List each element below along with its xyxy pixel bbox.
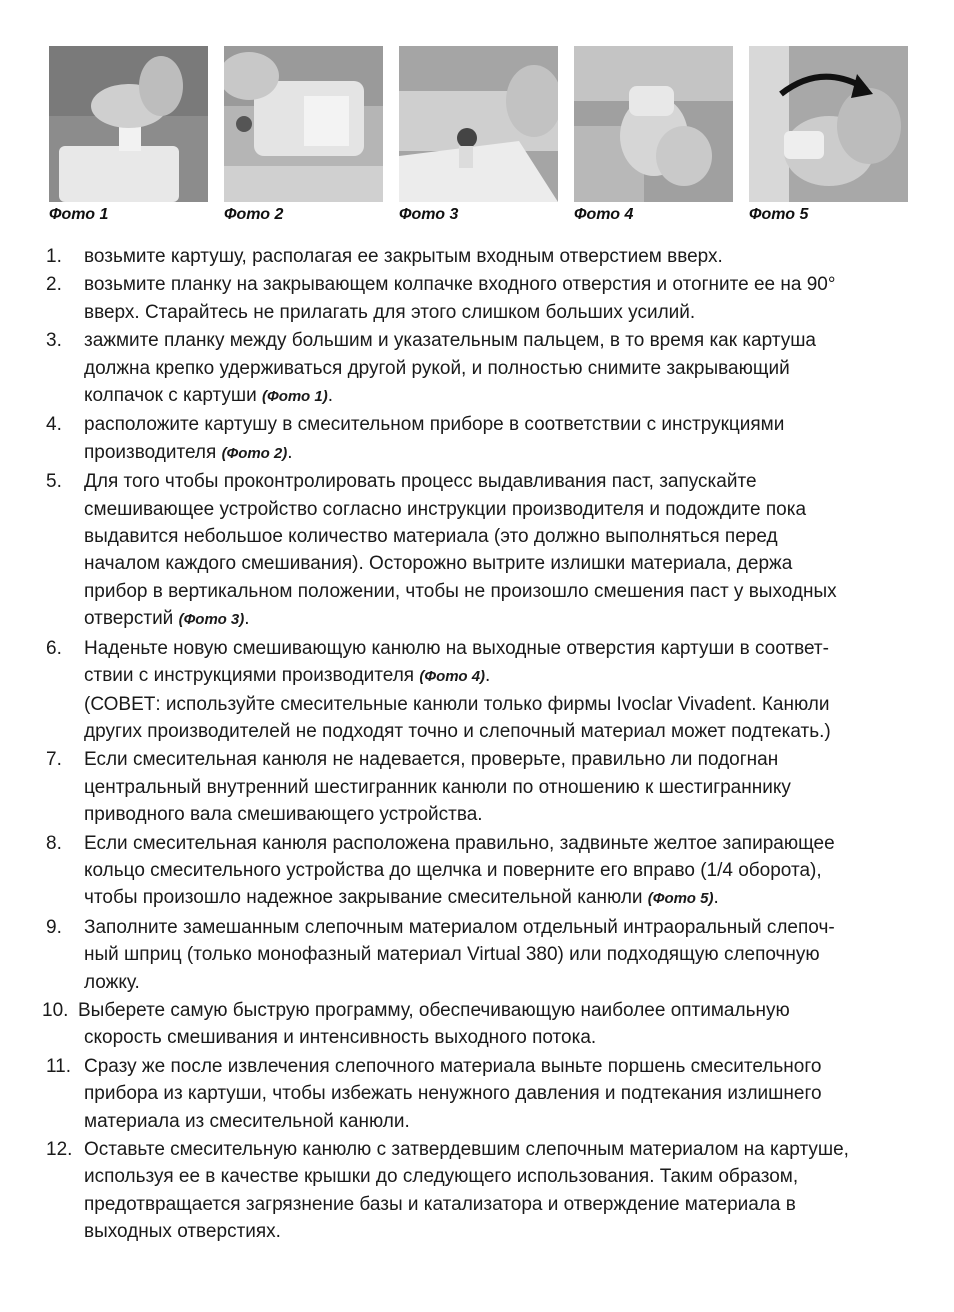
step-text: прибора из картуши, чтобы избежать ненужного давления и подтекания излишнего [84,1083,822,1105]
photo-4-image [574,46,733,202]
step-text: используя ее в качестве крышки до следующего использования. Таким образом, [84,1166,799,1188]
list-item [46,914,916,996]
list-item [46,830,916,913]
tip-text: других производителей не подходят точно и слепочный материал может подтекать.) [84,720,831,742]
step-text: центральный внутренний шестигранник канюли по отношению к шестиграннику [84,776,791,798]
photo-1-image [49,46,208,202]
photo-4-caption: Фото 4 [574,206,634,223]
photo-5 [749,46,908,224]
step-text: Сразу же после извлечения слепочного материала выньте поршень смесительного [84,1055,822,1077]
photo-strip [49,46,909,226]
step-text: зажмите планку между большим и указательным пальцем, в то время как картуша [84,330,817,352]
step-text: смешивающее устройство согласно инструкции производителя и подождите пока [84,498,807,520]
step-text: должна крепко удерживаться другой рукой, и полностью снимите закрывающий [84,357,790,379]
step-number: 9. [46,916,62,938]
step-text: ствии с инструкциями производителя [84,665,415,687]
photo-1-caption: Фото 1 [49,206,109,223]
step-text: вверх. Старайтесь не прилагать для этого слишком больших усилий. [84,301,696,323]
list-item [42,997,916,1052]
step-text: . [287,441,293,463]
step-text: началом каждого смешивания). Осторожно вытрите излишки материала, держа [84,553,793,575]
step-text: возьмите картушу, располагая ее закрытым входным отверстием вверх. [84,246,723,267]
step-text: . [327,385,334,407]
step-number: 11. [46,1055,72,1077]
step-text: скорость смешивания и интенсивность выходного потока. [84,1027,597,1049]
photo-3 [399,46,558,224]
photo-reference: (Фото 2) [221,444,288,462]
list-item [46,1136,916,1246]
list-item [46,468,916,633]
step-text: предотвращается загрязнение базы и катализатора и отверждение материала в [84,1193,796,1215]
photo-2-image [224,46,383,202]
step-text: прибор в вертикальном положении, чтобы не произошло смешения паст у выходных [84,580,837,602]
step-number: 10. [42,999,69,1021]
step-text: Если смесительная канюля расположена правильно, задвиньте желтое запирающее [84,832,835,854]
step-text: Наденьте новую смешивающую канюлю на выходные отверстия картуши в соответ- [84,637,829,659]
photo-reference: (Фото 3) [178,611,245,629]
list-item [46,243,916,270]
list-item [46,1053,916,1135]
list-item [46,411,916,467]
list-item [46,327,916,410]
photo-5-image [749,46,908,202]
list-item [46,746,916,828]
step-text: Выберете самую быструю программу, обеспечивающую наиболее оптимальную [78,999,790,1021]
photo-3-image [399,46,558,202]
step-text: расположите картушу в смесительном приборе в соответствии с инструкциями [84,414,785,436]
step-text: кольцо смесительного устройства до щелчка и поверните его вправо (1/4 оборота), [84,859,822,881]
step-number: 12. [46,1139,73,1160]
step-text: Для того чтобы проконтролировать процесс выдавливания паст, запускайте [84,471,757,493]
step-number: 7. [46,749,62,771]
step-text: приводного вала смешивающего устройства. [84,804,483,826]
photo-5-caption: Фото 5 [749,206,809,223]
step-text: . [244,608,250,630]
photo-reference: (Фото 5) [647,890,714,908]
step-text: Оставьте смесительную канюлю с затвердевшим слепочным материалом на картуше, [84,1139,849,1160]
step-number: 2. [46,274,62,296]
list-item [46,271,916,326]
step-number: 6. [46,637,62,659]
step-text: . [485,665,491,687]
photo-1 [49,46,208,224]
step-text: выходных отверстиях. [84,1221,281,1243]
step-text: ный шприц (только монофазный материал Virtual 380) или подходящую слепочную [84,944,820,966]
step-text: . [713,887,719,909]
photo-4 [574,46,733,224]
step-number: 1. [46,246,62,267]
tip-text: (СОВЕТ: используйте смесительные канюли только фирмы Ivoclar Vivadent. Канюли [84,693,830,715]
step-text: материала из смесительной канюли. [84,1110,410,1132]
step-number: 4. [46,414,62,436]
photo-3-caption: Фото 3 [399,206,459,223]
step-number: 3. [46,330,62,352]
step-text: возьмите планку на закрывающем колпачке входного отверстия и отогните ее на 90° [84,274,836,296]
instruction-list [42,243,916,1247]
step-text: Заполните замешанным слепочным материалом отдельный интраоральный слепоч- [84,916,835,938]
photo-2-caption: Фото 2 [224,206,284,223]
step-text: отверстий [84,608,174,630]
step-text: колпачок с картуши [84,385,257,407]
step-number: 5. [46,471,62,493]
step-text: производителя [84,441,217,463]
photo-reference: (Фото 4) [419,668,486,686]
step-text: ложку. [84,971,140,993]
step-number: 8. [46,832,62,854]
step-text: чтобы произошло надежное закрывание смесительной канюли [84,887,643,909]
photo-reference: (Фото 1) [262,388,328,406]
list-item [46,635,916,746]
photo-2 [224,46,383,224]
step-text: выдавится небольшое количество материала (это должно выполняться перед [84,526,778,548]
step-text: Если смесительная канюля не надевается, проверьте, правильно ли подогнан [84,749,779,771]
